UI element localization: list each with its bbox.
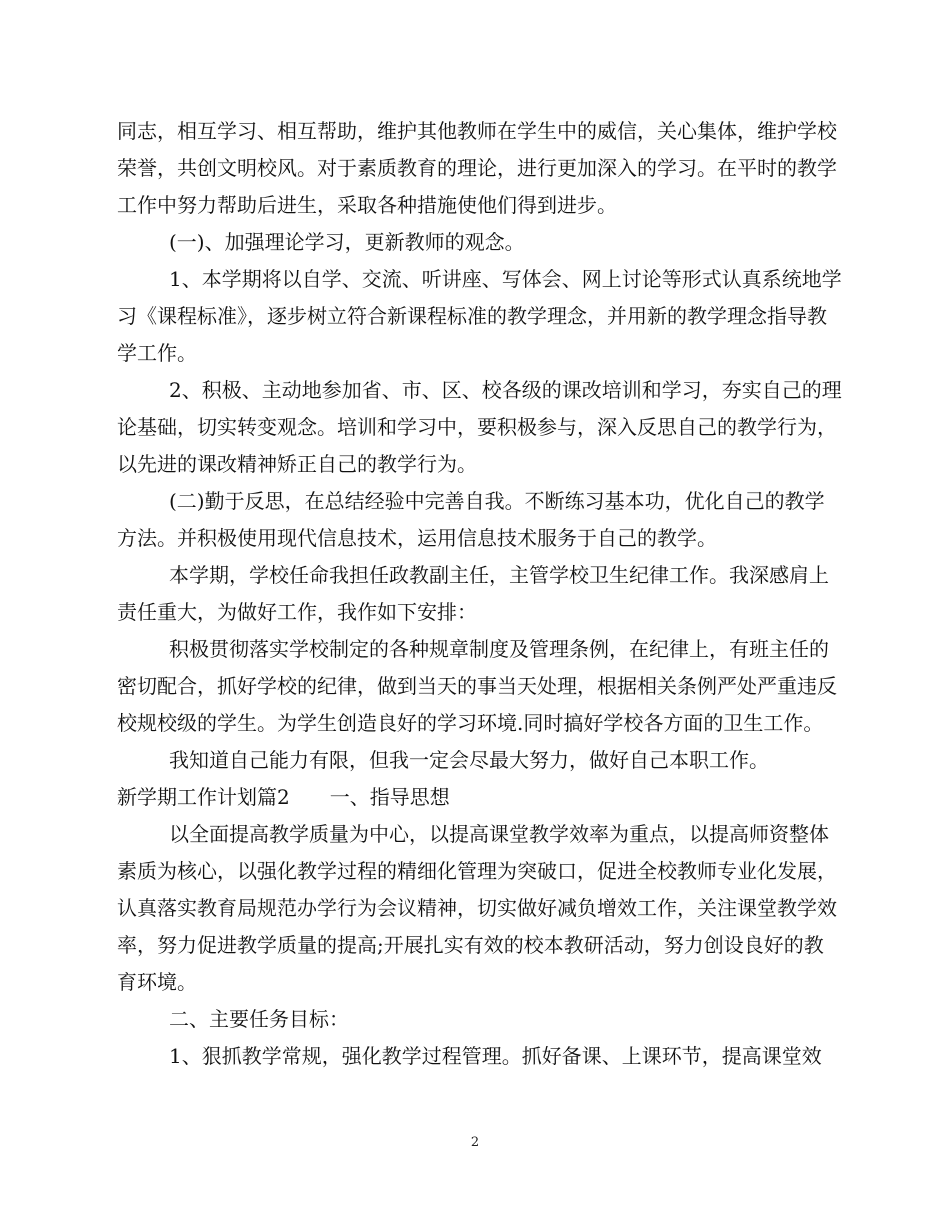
paragraph-teaching-routine: 1、狠抓教学常规，强化教学过程管理。抓好备课、上课环节，提高课堂效 — [169, 1044, 822, 1068]
paragraph-reflection: (二)勤于反思，在总结经验中完善自我。不断练习基本功，优化自己的教学方法。并积极使用现代信息技术，运用信息技术服务于自己的教学。 — [117, 489, 825, 550]
paragraph-curriculum-standards: 1、本学期将以自学、交流、听讲座、写体会、网上讨论等形式认真系统地学习《课程标准》，逐步树立符合新课程标准的教学理念，并用新的教学理念指导教学工作。 — [117, 267, 842, 365]
section-heading-theory-study: (一)、加强理论学习，更新教师的观念。 — [169, 230, 525, 254]
paragraph-curriculum-training: 2、积极、主动地参加省、市、区、校各级的课改培训和学习，夯实自己的理论基础，切实转变观念。培训和学习中，要积极参与，深入反思自己的教学行为，以先进的课改精神矫正自己的教学行为。 — [117, 378, 842, 476]
document-body — [117, 113, 842, 1075]
paragraph-continuation: 同志，相互学习、相互帮助，维护其他教师在学生中的威信，关心集体，维护学校荣誉，共创文明校风。对于素质教育的理论，进行更加深入的学习。在平时的教学工作中努力帮助后进生，采取各种措施使他们得到进步。 — [117, 119, 837, 217]
paragraph-appointment: 本学期，学校任命我担任政教副主任，主管学校卫生纪律工作。我深感肩上责任重大，为做好工作，我作如下安排： — [117, 563, 829, 624]
plan-2-heading: 新学期工作计划篇2 一、指导思想 — [117, 785, 450, 809]
section-heading-main-goals: 二、主要任务目标： — [169, 1007, 349, 1031]
paragraph-guiding-ideology: 以全面提高教学质量为中心，以提高课堂教学效率为重点，以提高师资整体素质为核心，以强化教学过程的精细化管理为突破口，促进全校教师专业化发展，认真落实教育局规范办学行为会议精神，切实做好减负增效工作，关注课堂教学效率，努力促进教学质量的提高;开展扎实有效的校本教研活动，努力创设良好的教育环境。 — [117, 822, 837, 994]
paragraph-discipline: 积极贯彻落实学校制定的各种规章制度及管理条例，在纪律上，有班主任的密切配合，抓好学校的纪律，做到当天的事当天处理，根据相关条例严处严重违反校规校级的学生。为学生创造良好的学习环境.同时搞好学校各方面的卫生工作。 — [117, 637, 837, 735]
page-number: 2 — [470, 1135, 480, 1150]
paragraph-commitment: 我知道自己能力有限，但我一定会尽最大努力，做好自己本职工作。 — [169, 748, 769, 772]
